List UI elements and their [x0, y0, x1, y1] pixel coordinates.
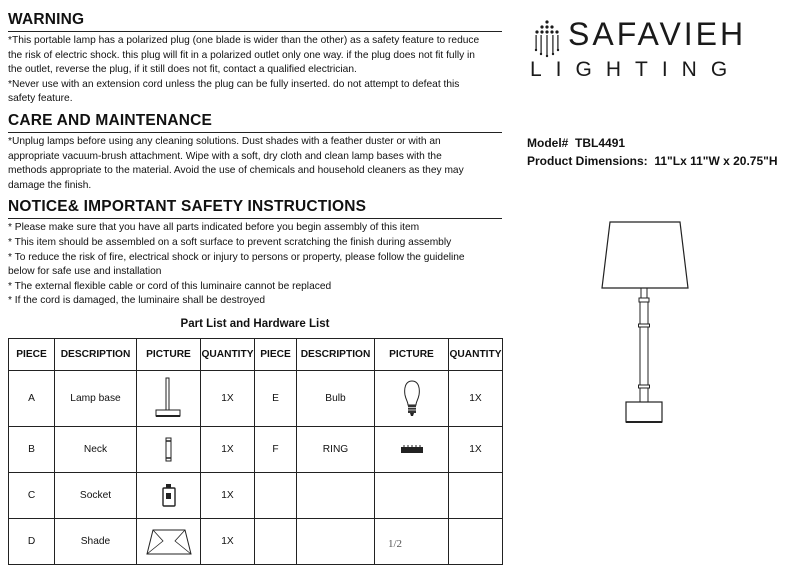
shade-icon	[145, 527, 193, 557]
header-piece: PIECE	[9, 339, 55, 371]
cell-picture	[137, 519, 201, 565]
cell-description: Bulb	[297, 371, 375, 427]
cell-empty	[297, 473, 375, 519]
dimensions-line	[527, 152, 778, 170]
cell-quantity: 1X	[201, 473, 255, 519]
cell-description: Neck	[55, 427, 137, 473]
care-text	[8, 135, 502, 193]
table-row	[9, 371, 503, 427]
model-value: TBL4491	[575, 136, 626, 150]
brand-name: SAFAVIEH	[568, 16, 747, 52]
cell-picture	[375, 427, 449, 473]
care-title: CARE AND MAINTENANCE	[8, 111, 213, 129]
text-line: * The external flexible cable or cord of this luminaire cannot be replaced	[8, 280, 332, 292]
notice-section	[8, 197, 502, 309]
section-divider	[8, 218, 502, 219]
cell-empty	[255, 473, 297, 519]
table-row	[9, 519, 503, 565]
cell-description: Lamp base	[55, 371, 137, 427]
warning-text	[8, 34, 502, 107]
text-line: below for safe use and installation	[8, 266, 162, 278]
notice-text	[8, 221, 502, 309]
cell-picture	[375, 371, 449, 427]
cell-picture	[137, 371, 201, 427]
cell-piece: B	[9, 427, 55, 473]
cell-empty	[255, 519, 297, 565]
table-row	[9, 473, 503, 519]
cell-description: Shade	[55, 519, 137, 565]
cell-quantity: 1X	[201, 427, 255, 473]
cell-quantity: 1X	[201, 519, 255, 565]
text-line: the outlet, reverse the plug, if it still does not fit, contact a qualified electrician.	[8, 64, 357, 76]
model-line	[527, 134, 778, 152]
bulb-icon	[402, 379, 422, 419]
text-line: damage the finish.	[8, 179, 92, 191]
product-info	[527, 134, 778, 170]
page-number: 1/2	[388, 538, 403, 550]
text-line: * If the cord is damaged, the luminaire shall be destroyed	[8, 295, 266, 307]
cell-empty	[375, 519, 449, 565]
warning-section	[8, 10, 502, 107]
cell-quantity: 1X	[201, 371, 255, 427]
text-line: safety feature.	[8, 93, 73, 105]
cell-empty	[297, 519, 375, 565]
instructions-column	[8, 10, 502, 309]
cell-picture	[137, 427, 201, 473]
header-picture: PICTURE	[137, 339, 201, 371]
brand-subtitle: LIGHTING	[530, 58, 742, 81]
header-description: DESCRIPTION	[55, 339, 137, 371]
header-quantity: QUANTITY	[449, 339, 503, 371]
safavieh-logo	[528, 14, 790, 84]
text-line: * This item should be assembled on a soft surface to prevent scratching the finish during assembly	[8, 236, 452, 248]
header-quantity: QUANTITY	[201, 339, 255, 371]
cell-empty	[449, 473, 503, 519]
dimensions-label: Product Dimensions:	[527, 154, 648, 168]
text-line: appropriate vacuum-brush attachment. Wipe with a soft, dry cloth and clean lamp bases with the	[8, 150, 442, 162]
header-picture: PICTURE	[375, 339, 449, 371]
cell-quantity: 1X	[449, 371, 503, 427]
notice-title: NOTICE& IMPORTANT SAFETY INSTRUCTIONS	[8, 198, 367, 216]
model-label: Model#	[527, 136, 569, 150]
cell-quantity: 1X	[449, 427, 503, 473]
text-line: * To reduce the risk of fire, electrical shock or injury to persons or property, please follow the guideline	[8, 251, 465, 263]
cell-piece: E	[255, 371, 297, 427]
text-line: *Never use with an extension cord unless the plug can be fully inserted. do not attempt to defeat this	[8, 78, 460, 90]
warning-title: WARNING	[8, 11, 85, 28]
cell-description: Socket	[55, 473, 137, 519]
socket-icon	[160, 483, 178, 509]
section-divider	[8, 132, 502, 133]
cell-piece: D	[9, 519, 55, 565]
text-line: *Unplug lamps before using any cleaning solutions. Dust shades with a feather duster or with an	[8, 135, 441, 147]
ring-icon	[399, 444, 425, 456]
cell-description: RING	[297, 427, 375, 473]
lamp-illustration	[598, 220, 698, 430]
cell-empty	[375, 473, 449, 519]
table-row	[9, 427, 503, 473]
cell-piece: F	[255, 427, 297, 473]
care-section	[8, 111, 502, 193]
parts-table	[8, 338, 503, 565]
cell-empty	[449, 519, 503, 565]
header-piece: PIECE	[255, 339, 297, 371]
table-header-row	[9, 339, 503, 371]
cell-piece: C	[9, 473, 55, 519]
text-line: the risk of electric shock. this plug will fit in a polarized outlet only one way. if the plug does not fit fully in	[8, 49, 475, 61]
lamp-base-icon	[154, 377, 184, 421]
text-line: *This portable lamp has a polarized plug (one blade is wider than the other) as a safety feature to reduce	[8, 35, 480, 46]
dimensions-value: 11"Lx 11"W x 20.75"H	[654, 154, 778, 168]
text-line: methods appropriate to the material. Avoid the use of chemicals and household cleaners as they may	[8, 165, 464, 177]
neck-icon	[163, 436, 175, 464]
text-line: * Please make sure that you have all parts indicated before you begin assembly of this item	[8, 222, 420, 234]
chandelier-icon	[530, 18, 564, 58]
cell-piece: A	[9, 371, 55, 427]
header-description: DESCRIPTION	[297, 339, 375, 371]
section-divider	[8, 31, 502, 32]
parts-list-title: Part List and Hardware List	[180, 318, 330, 330]
cell-picture	[137, 473, 201, 519]
